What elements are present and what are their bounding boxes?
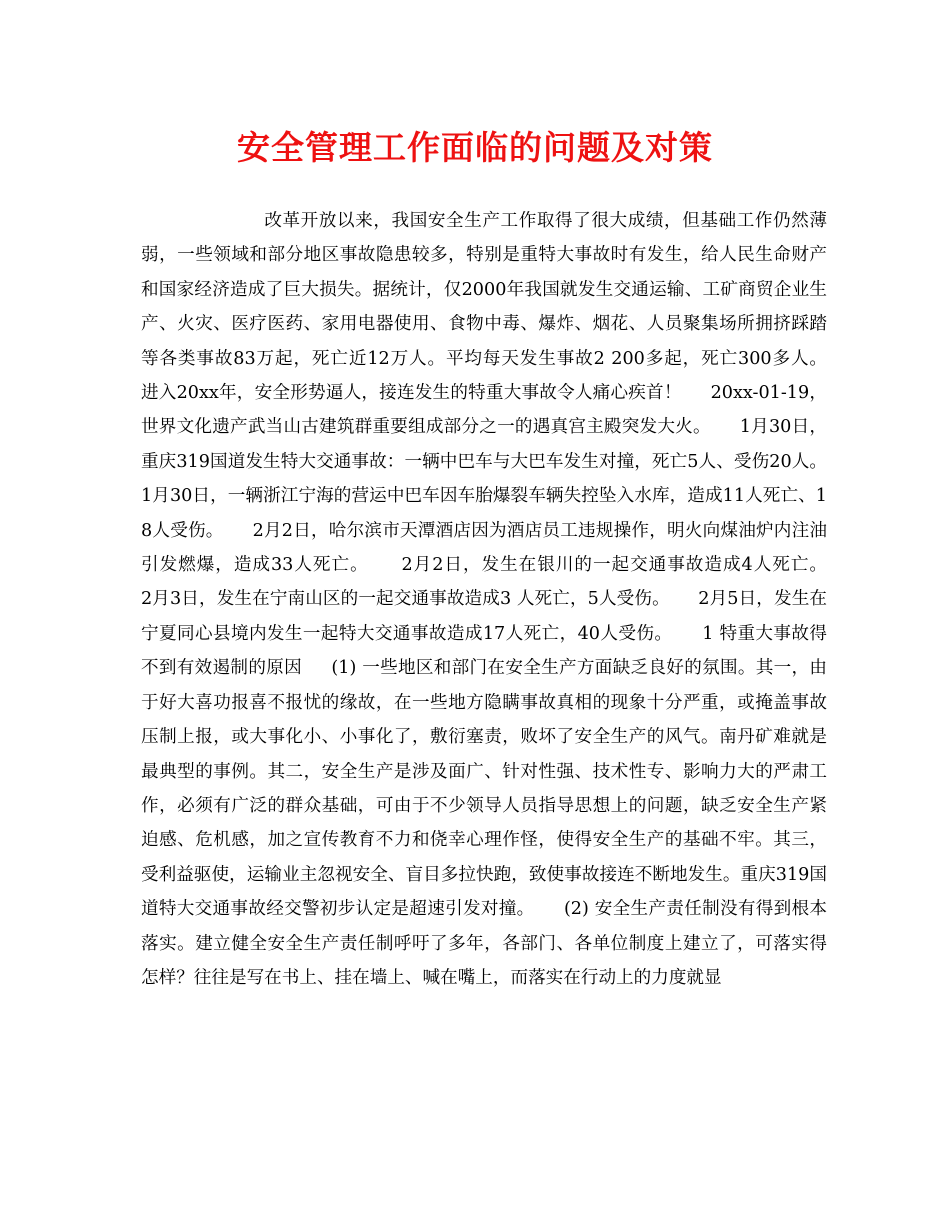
document-body-paragraph: 改革开放以来，我国安全生产工作取得了很大成绩，但基础工作仍然薄弱，一些领域和部分地区事故隐患较多，特别是重特大事故时有发生，给人民生命财产和国家经济造成了巨大损失。据统计，仅2000年我国就发生交通运输、工矿商贸企业生产、火灾、医疗医药、家用电器使用、食物中毒、爆炸、烟花、人员聚集场所拥挤踩踏等各类事故83万起，死亡近12万人。平均每天发生事故2 200多起，死亡300多人。 进入20xx年，安全形势逼人，接连发生的特重大事故令人痛心疾首！ 20xx-01-19，世界文化遗产武当山古建筑群重要组成部分之一的遇真宫主殿突发大火。 1月30日，重庆319国道发生特大交通事故：一辆中巴车与大巴车发生对撞，死亡5人、受伤20人。 1月30日，一辆浙江宁海的营运中巴车因车胎爆裂车辆失控坠入水库，造成11人死亡、18人受伤。 2月2日，哈尔滨市天潭酒店因为酒店员工违规操作，明火向煤油炉内注油引发燃爆，造成33人死亡。 2月2日，发生在银川的一起交通事故造成4人死亡。 2月3日，发生在宁南山区的一起交通事故造成3 人死亡，5人受伤。 2月5日，发生在宁夏同心县境内发生一起特大交通事故造成17人死亡，40人受伤。 1 特重大事故得不到有效遏制的原因 (1) 一些地区和部门在安全生产方面缺乏良好的氛围。其一，由于好大喜功报喜不报忧的缘故，在一些地方隐瞒事故真相的现象十分严重，或掩盖事故压制上报，或大事化小、小事化了，敷衍塞责，败坏了安全生产的风气。南丹矿难就是最典型的事例。其二，安全生产是涉及面广、针对性强、技术性专、影响力大的严肃工作，必须有广泛的群众基础，可由于不少领导人员指导思想上的问题，缺乏安全生产紧迫感、危机感，加之宣传教育不力和侥幸心理作怪，使得安全生产的基础不牢。其三，受利益驱使，运输业主忽视安全、盲目多拉快跑，致使事故接连不断地发生。重庆319国道特大交通事故经交警初步认定是超速引发对撞。 (2) 安全生产责任制没有得到根本落实。建立健全安全生产责任制呼吁了多年，各部门、各单位制度上建立了，可落实得怎样？往往是写在书上、挂在墙上、喊在嘴上，而落实在行动上的力度就显	[141, 211, 855, 988]
document-title: 安全管理工作面临的问题及对策	[237, 128, 713, 167]
